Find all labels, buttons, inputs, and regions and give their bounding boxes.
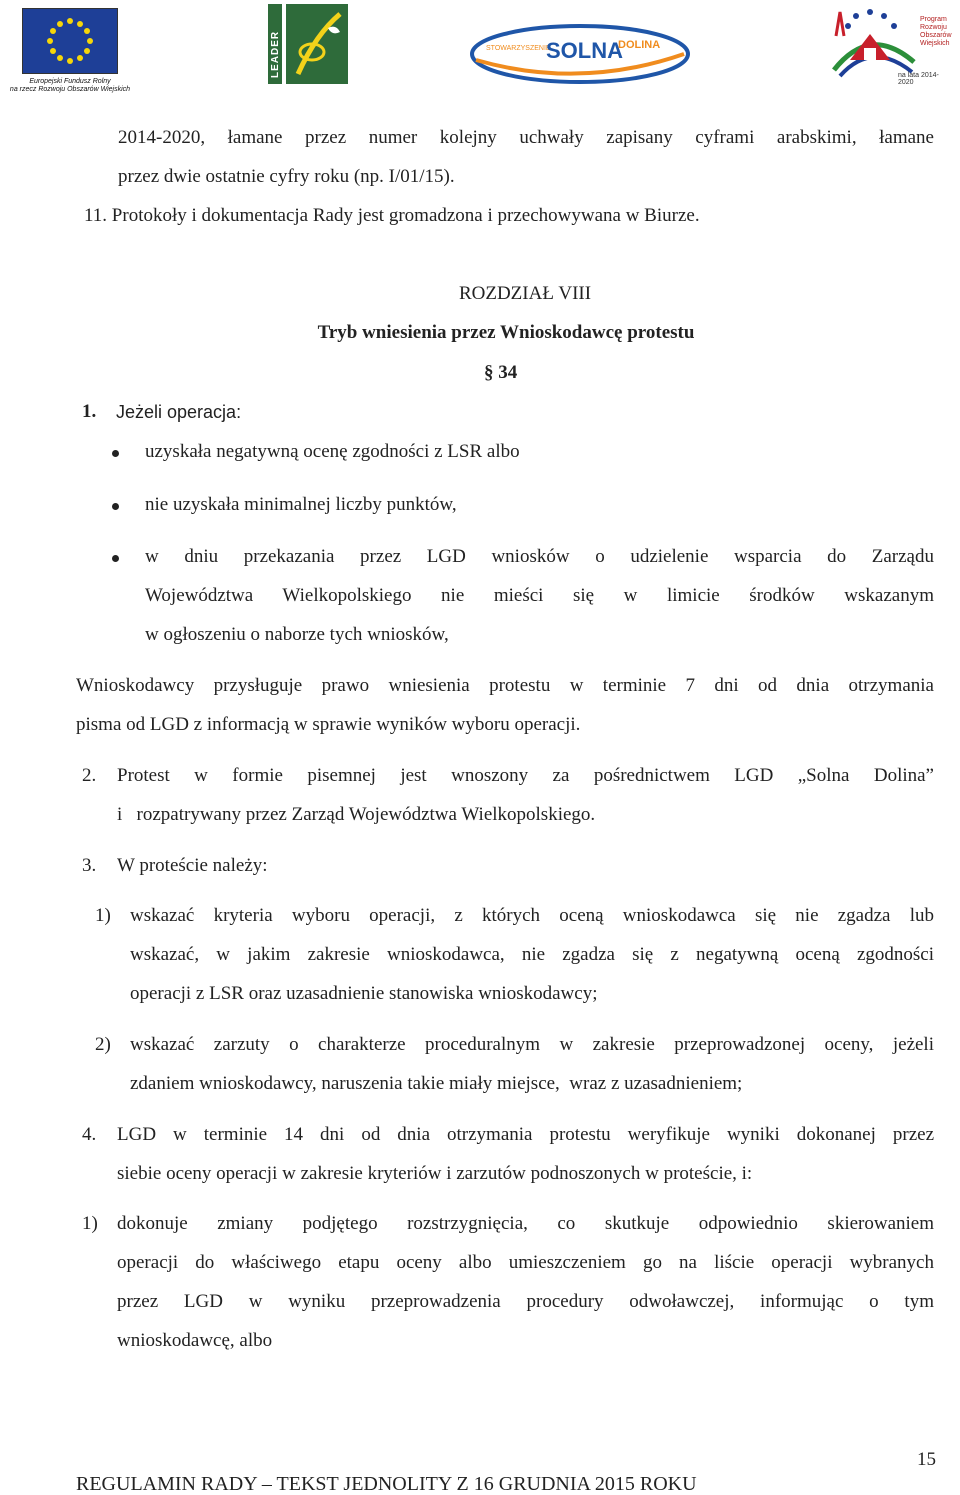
solna-name: SOLNA bbox=[546, 38, 623, 63]
bullet-3-line-1: w dniu przekazania przez LGD wniosków o udzielenie wsparcia do Zarządu bbox=[145, 546, 934, 567]
p3-item-1-number: 1) bbox=[95, 905, 111, 926]
p1-conclusion-line-1: Wnioskodawcy przysługuje prawo wniesienia protestu w terminie 7 dni od dnia otrzymania bbox=[76, 675, 934, 696]
p4-line-1: LGD w terminie 14 dni od dnia otrzymania protestu weryfikuje wyniki dokonanej przez bbox=[117, 1124, 934, 1145]
eu-flag-icon bbox=[22, 8, 118, 74]
p2-number: 2. bbox=[82, 765, 97, 786]
p3-item-1-line-2: wskazać, w jakim zakresie wnioskodawca, nie zgadza się z negatywną oceną zgodności bbox=[130, 944, 934, 965]
p1-conclusion-line-2: pisma od LGD z informacją w sprawie wyników wyboru operacji. bbox=[76, 714, 581, 735]
p2-line-1: Protest w formie pisemnej jest wnoszony za pośrednictwem LGD „Solna Dolina” bbox=[117, 765, 934, 786]
dolina-name: DOLINA bbox=[618, 39, 661, 51]
prow-years: na lata 2014-2020 bbox=[898, 72, 939, 86]
section-number: § 34 bbox=[484, 362, 518, 383]
intro-line-1: 2014-2020, łamane przez numer kolejny uchwały zapisany cyframi arabskimi, łamane bbox=[118, 127, 934, 148]
p1-text: Jeżeli operacja: bbox=[116, 402, 242, 422]
p3-item-2-line-2: zdaniem wnioskodawcy, naruszenia takie miały miejsce, wraz z uzasadnieniem; bbox=[130, 1073, 743, 1094]
p3-text: W proteście należy: bbox=[117, 855, 268, 876]
intro-line-2: przez dwie ostatnie cyfry roku (np. I/01/15). bbox=[118, 166, 455, 187]
item-11: 11. Protokoły i dokumentacja Rady jest gromadzona i przechowywana w Biurze. bbox=[84, 205, 700, 226]
page-number: 15 bbox=[917, 1449, 936, 1470]
p4-item-1-line-4: wnioskodawcę, albo bbox=[117, 1330, 273, 1351]
p4-number: 4. bbox=[82, 1124, 97, 1145]
chapter-title: ROZDZIAŁ VIII bbox=[458, 283, 592, 304]
p3-item-1-line-1: wskazać kryteria wyboru operacji, z których oceną wnioskodawca się nie zgadza lub bbox=[130, 905, 934, 926]
chapter-subtitle: Tryb wniesienia przez Wnioskodawcę protestu bbox=[317, 322, 695, 343]
eu-caption: Europejski Fundusz Rolny na rzecz Rozwoju Obszarów Wiejskich bbox=[9, 78, 131, 93]
p4-item-1-number: 1) bbox=[82, 1213, 98, 1234]
bullet-icon bbox=[112, 503, 119, 510]
prow-text: Program Rozwoju Obszarów Wiejskich bbox=[920, 16, 952, 47]
leader-emblem-icon bbox=[268, 4, 348, 84]
p4-item-1-line-2: operacji do właściwego etapu oceny albo umieszczeniem go na liście operacji wybranych bbox=[117, 1252, 934, 1273]
solna-dolina-emblem-icon bbox=[470, 20, 692, 86]
leader-wordmark: LEADER bbox=[270, 30, 281, 78]
bullet-3-line-3: w ogłoszeniu o naborze tych wniosków, bbox=[145, 624, 449, 645]
footer-text: REGULAMIN RADY – TEKST JEDNOLITY Z 16 GRUDNIA 2015 ROKU bbox=[76, 1473, 697, 1495]
p4-item-1-line-3: przez LGD w wyniku przeprowadzenia procedury odwoławczej, informując o tym bbox=[117, 1291, 934, 1312]
bullet-icon bbox=[112, 450, 119, 457]
bullet-icon bbox=[112, 555, 119, 562]
p3-item-1-line-3: operacji z LSR oraz uzasadnienie stanowiska wnioskodawcy; bbox=[130, 983, 598, 1004]
p4-line-2: siebie oceny operacji w zakresie kryteriów i zarzutów podnoszonych w proteście, i: bbox=[117, 1163, 753, 1184]
p2-line-2: i rozpatrywany przez Zarząd Województwa Wielkopolskiego. bbox=[117, 804, 596, 825]
eu-logo bbox=[8, 8, 132, 96]
bullet-2-line: nie uzyskała minimalnej liczby punktów, bbox=[145, 494, 457, 515]
p1-number: 1. bbox=[82, 401, 97, 422]
leader-logo bbox=[268, 4, 348, 84]
solna-dolina-logo bbox=[470, 20, 692, 86]
bullet-1-line: uzyskała negatywną ocenę zgodności z LSR albo bbox=[145, 441, 520, 462]
p4-item-1-line-1: dokonuje zmiany podjętego rozstrzygnięcia, co skutkuje odpowiednio skierowaniem bbox=[117, 1213, 934, 1234]
bullet-3-line-2: Województwa Wielkopolskiego nie mieści się w limicie środków wskazanym bbox=[145, 585, 934, 606]
solna-tag: STOWARZYSZENIE bbox=[486, 45, 551, 52]
prow-logo bbox=[826, 6, 954, 86]
p3-item-2-line-1: wskazać zarzuty o charakterze proceduralnym w zakresie przeprowadzonej oceny, jeżeli bbox=[130, 1034, 934, 1055]
p3-item-2-number: 2) bbox=[95, 1034, 111, 1055]
p3-number: 3. bbox=[82, 855, 97, 876]
